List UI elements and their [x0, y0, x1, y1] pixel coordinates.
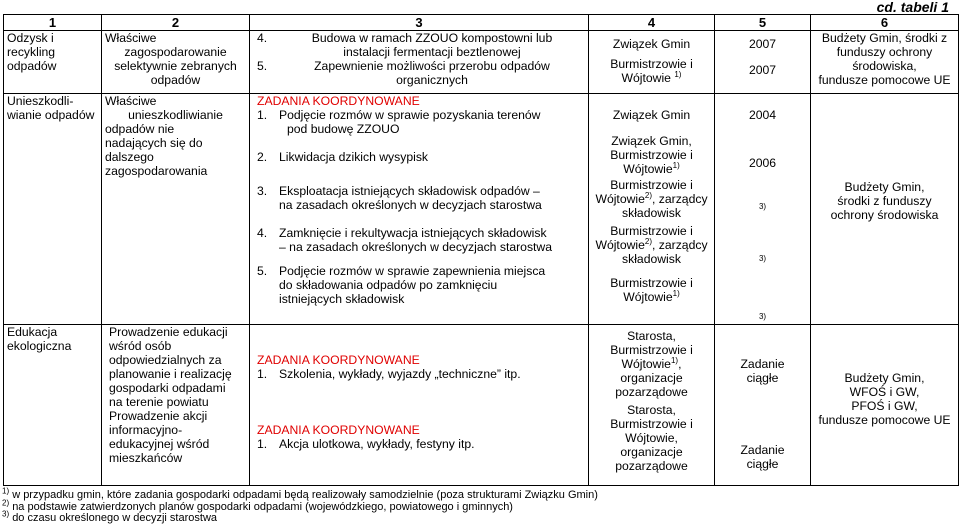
task-item: 3. Eksploatacja istniejących składowisk odpadów – na zasadach określonych w decyzjach starostwa [257, 184, 542, 212]
header-cell: 6 [811, 15, 959, 31]
footnote: $^{3)}$ do czasu określonego w decyzji starostwa [2, 509, 218, 524]
task-item: 1. Akcja ulotkowa, wykłady, festyny itp. [257, 437, 475, 451]
funding-cell: Budżety Gmin, WFOŚ i GW, PFOŚ i GW, fundusze pomocowe UE [811, 325, 959, 486]
coordinated-tasks-label: ZADANIA KOORDYNOWANE [257, 423, 420, 437]
task-item: 2. Likwidacja dzikich wysypisk [257, 150, 429, 164]
funding-cell: Budżety Gmin, środki z funduszy ochrony środowiska [811, 94, 959, 325]
header-cell: 4 [589, 15, 715, 31]
header-cell: 2 [102, 15, 250, 31]
footnotes [2, 486, 598, 525]
tasks-cell [250, 94, 589, 325]
table-caption: cd. tabeli 1 [876, 0, 949, 15]
header-cell: 5 [715, 15, 811, 31]
footnote: $^{2)}$ na podstawie zatwierdzonych planów gospodarki odpadami (wojewódzkiego, powiatowego i gminnych) [2, 497, 513, 513]
header-row [4, 15, 959, 31]
header-cell: 1 [4, 15, 102, 31]
responsible-cell: Starosta, Burmistrzowie i Wójtowie$^{1)}$, organizacje pozarządowe Starosta, Burmistrzowie i Wójtowie, organizacje pozarządowe [589, 325, 715, 486]
coordinated-tasks-label: ZADANIA KOORDYNOWANE [257, 353, 420, 367]
task-item: 1. Podjęcie rozmów w sprawie pozyskania terenów pod budowę ZZOUO [257, 108, 541, 136]
task-item: 5. Podjęcie rozmów w sprawie zapewnienia miejsca do składowania odpadów po zamknięciu istniejących składowisk [257, 264, 546, 306]
area-cell: Odzysk i recykling odpadów [4, 31, 102, 94]
task-item: 5. Zapewnienie możliwości przerobu odpadów organicznych [257, 59, 550, 87]
table-row [4, 94, 959, 325]
goal-cell: Prowadzenie edukacji wśród osób odpowiedzialnych za planowanie i realizację gospodarki odpadami na terenie powiatu Prowadzenie akcji informacyjno- edukacyjnej wśród mieszkańców [102, 325, 250, 486]
table-row [4, 31, 959, 94]
tasks-cell [250, 31, 589, 94]
deadline-cell: 2007 2007 [715, 31, 811, 94]
area-cell: Edukacja ekologiczna [4, 325, 102, 486]
task-item: 4. Zamknięcie i rekultywacja istniejących składowisk – na zasadach określonych w decyzjach starostwa [257, 226, 553, 254]
responsible-cell: Związek Gmin Związek Gmin, Burmistrzowie i Wójtowie$^{1)}$ Burmistrzowie i Wójtowie$^{2)}$, zarządcy składowisk Burmistrzowie i Wójtowie$^{2)}$, zarządcy składowisk Burmistrzowie i Wójtowie$^{1)}$ [589, 94, 715, 325]
table-row [4, 325, 959, 486]
goal-cell: Właściwe zagospodarowanie selektywnie zebranych odpadów [102, 31, 250, 94]
area-cell: Unieszkodli- wianie odpadów [4, 94, 102, 325]
deadline-cell: Zadanie ciągłe Zadanie ciągłe [715, 325, 811, 486]
waste-plan-table [3, 14, 959, 486]
tasks-cell [250, 325, 589, 486]
coordinated-tasks-label: ZADANIA KOORDYNOWANE [257, 94, 420, 108]
footnote: $^{1)}$ w przypadku gmin, które zadania gospodarki odpadami będą realizowały samodzielnie (poza strukturami Związku Gmin) [2, 486, 598, 501]
task-item: 1. Szkolenia, wykłady, wyjazdy „techniczne” itp. [257, 367, 521, 381]
header-cell: 3 [250, 15, 589, 31]
funding-cell: Budżety Gmin, środki z funduszy ochrony środowiska, fundusze pomocowe UE [811, 31, 959, 94]
deadline-cell: 2004 2006 3) 3) 3) [715, 94, 811, 325]
task-item: 4. Budowa w ramach ZZOUO kompostowni lub instalacji fermentacji beztlenowej [257, 31, 553, 59]
responsible-cell: Związek Gmin Burmistrzowie i Wójtowie $^{1)}$ [589, 31, 715, 94]
goal-cell: Właściwe unieszkodliwianie odpadów nie nadających się do dalszego zagospodarowania [102, 94, 250, 325]
